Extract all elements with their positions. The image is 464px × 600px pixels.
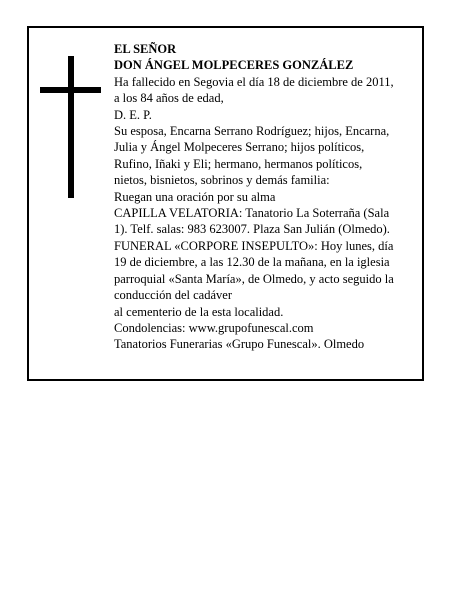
text-line: Rufino, Iñaki y Eli; hermano, hermanos políticos, [114,156,363,171]
text-line: nietos, bisnietos, sobrinos y demás familia: [114,173,330,188]
text-line: Ha fallecido en Segovia el día 18 de diciembre de 2011, [114,74,394,89]
text-line: 1). Telf. salas: 983 623007. Plaza San Julián (Olmedo). [114,222,390,237]
text-line: parroquial «Santa María», de Olmedo, y acto seguido la [114,271,394,286]
text-line: D. E. P. [114,107,152,122]
text-line: CAPILLA VELATORIA: Tanatorio La Soterraña (Sala [114,206,390,221]
obituary-notice [27,26,424,381]
text-line: conducción del cadáver [114,288,232,303]
text-line: 19 de diciembre, a las 12.30 de la mañana, en la iglesia [114,255,390,270]
text-line: FUNERAL «CORPORE INSEPULTO»: Hoy lunes, día [114,238,394,253]
text-line: Su esposa, Encarna Serrano Rodríguez; hijos, Encarna, [114,124,390,139]
obituary-title: EL SEÑOR [114,42,177,56]
deceased-name: DON ÁNGEL MOLPECERES GONZÁLEZ [114,58,354,73]
text-line: al cementerio de la esta localidad. [114,304,284,319]
text-line: Condolencias: www.grupofunescal.com [114,320,314,335]
text-line: Julia y Ángel Molpeceres Serrano; hijos políticos, [114,140,365,155]
cross-vertical-bar [68,56,74,198]
obituary-text [114,41,420,353]
cross-horizontal-bar [40,87,101,93]
text-line: Tanatorios Funerarias «Grupo Funescal». Olmedo [114,337,365,352]
text-line: Ruegan una oración por su alma [114,189,276,204]
text-line: a los 84 años de edad, [114,91,224,106]
